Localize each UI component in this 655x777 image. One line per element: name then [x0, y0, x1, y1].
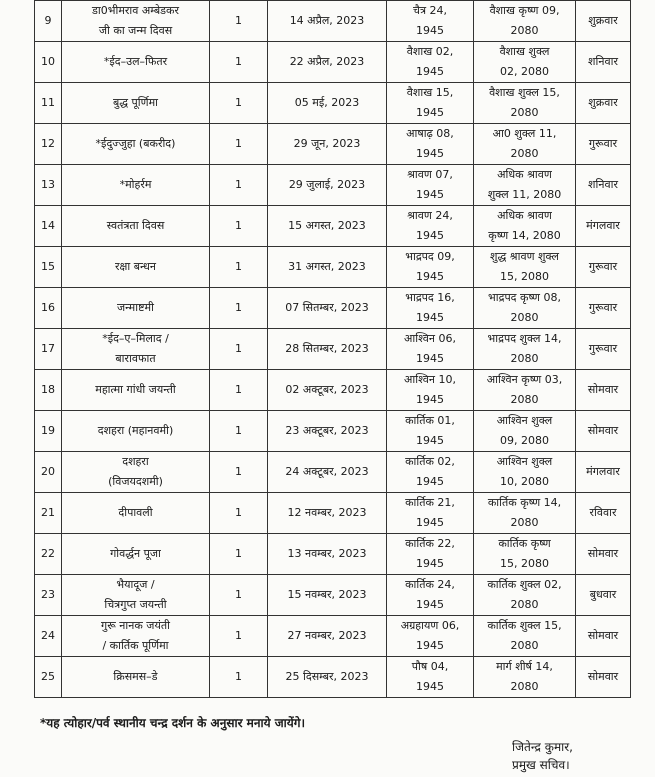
- table-row: [35, 657, 631, 698]
- weekday-cell: गुरूवार: [576, 288, 631, 329]
- saka-date-cell: [387, 124, 474, 165]
- vikram-date-line: आश्विन शुक्ल: [496, 414, 553, 427]
- vikram-date-cell: [474, 411, 576, 452]
- holiday-count-cell: 1: [210, 452, 268, 493]
- vikram-date-cell: [474, 370, 576, 411]
- holiday-count-cell: 1: [210, 370, 268, 411]
- vikram-date-cell: [474, 575, 576, 616]
- table-row: [35, 1, 631, 42]
- table-row: [35, 493, 631, 534]
- holiday-name-cell: [62, 42, 210, 83]
- saka-date-line: 1945: [416, 65, 444, 78]
- holiday-name-cell: [62, 206, 210, 247]
- holiday-name-line: बुद्ध पूर्णिमा: [112, 96, 159, 109]
- weekday-cell: शुक्रवार: [576, 83, 631, 124]
- serial-number-cell: 9: [35, 1, 62, 42]
- holiday-count-cell: 1: [210, 247, 268, 288]
- saka-date-cell: [387, 452, 474, 493]
- holiday-name-line: बारावफात: [115, 352, 156, 365]
- serial-number-cell: 24: [35, 616, 62, 657]
- table-row: [35, 411, 631, 452]
- saka-date-cell: [387, 370, 474, 411]
- weekday-cell: बुधवार: [576, 575, 631, 616]
- saka-date-cell: [387, 657, 474, 698]
- saka-date-line: अग्रहायण 06,: [400, 619, 460, 632]
- holiday-name-cell: [62, 124, 210, 165]
- saka-date-cell: [387, 411, 474, 452]
- vikram-date-line: 15, 2080: [500, 270, 549, 283]
- holiday-name-line: स्वतंत्रता दिवस: [106, 219, 165, 232]
- vikram-date-line: 2080: [510, 516, 539, 529]
- vikram-date-line: वैशाख शुक्ल: [499, 45, 550, 58]
- vikram-date-line: 10, 2080: [500, 475, 549, 488]
- saka-date-line: कार्तिक 24,: [405, 578, 455, 591]
- gregorian-date-cell: 15 नवम्बर, 2023: [268, 575, 387, 616]
- vikram-date-cell: [474, 247, 576, 288]
- serial-number-cell: 13: [35, 165, 62, 206]
- gregorian-date-cell: 27 नवम्बर, 2023: [268, 616, 387, 657]
- vikram-date-line: आश्विन शुक्ल: [496, 455, 553, 468]
- vikram-date-line: कार्तिक शुक्ल 15,: [487, 619, 562, 632]
- holiday-name-line: *मोहर्रम: [119, 178, 152, 191]
- gregorian-date-cell: 24 अक्टूबर, 2023: [268, 452, 387, 493]
- holiday-count-cell: 1: [210, 493, 268, 534]
- saka-date-line: पौष 04,: [411, 660, 449, 673]
- vikram-date-cell: [474, 124, 576, 165]
- vikram-date-line: कार्तिक शुक्ल 02,: [487, 578, 562, 591]
- serial-number-cell: 15: [35, 247, 62, 288]
- holiday-name-cell: [62, 83, 210, 124]
- vikram-date-line: 15, 2080: [500, 557, 549, 570]
- vikram-date-cell: [474, 329, 576, 370]
- saka-date-cell: [387, 616, 474, 657]
- table-row: [35, 370, 631, 411]
- vikram-date-line: 2080: [510, 680, 539, 693]
- holiday-name-line: (विजयदशमी): [108, 475, 163, 488]
- vikram-date-line: अधिक श्रावण: [497, 209, 552, 222]
- serial-number-cell: 18: [35, 370, 62, 411]
- saka-date-line: 1945: [416, 598, 444, 611]
- table-row: [35, 42, 631, 83]
- weekday-cell: गुरूवार: [576, 247, 631, 288]
- saka-date-line: भाद्रपद 16,: [405, 291, 455, 304]
- holiday-name-line: रक्षा बन्धन: [115, 260, 156, 273]
- weekday-cell: मंगलवार: [576, 452, 631, 493]
- signature-block: [512, 738, 573, 774]
- saka-date-cell: [387, 42, 474, 83]
- saka-date-line: वैशाख 15,: [406, 86, 454, 99]
- holiday-name-line: जन्माष्टमी: [117, 301, 154, 314]
- vikram-date-cell: [474, 165, 576, 206]
- weekday-cell: गुरूवार: [576, 124, 631, 165]
- saka-date-line: भाद्रपद 09,: [405, 250, 455, 263]
- vikram-date-line: 2080: [510, 311, 539, 324]
- holiday-table-body: [35, 1, 631, 698]
- saka-date-line: 1945: [416, 311, 444, 324]
- weekday-cell: शनिवार: [576, 42, 631, 83]
- vikram-date-line: कृष्ण 14, 2080: [488, 229, 561, 242]
- saka-date-line: 1945: [416, 434, 444, 447]
- vikram-date-line: आश्विन कृष्ण 03,: [486, 373, 563, 386]
- vikram-date-line: मार्ग शीर्ष 14,: [496, 660, 553, 673]
- weekday-cell: शनिवार: [576, 165, 631, 206]
- holiday-count-cell: 1: [210, 657, 268, 698]
- holiday-name-cell: [62, 165, 210, 206]
- gregorian-date-cell: 31 अगस्त, 2023: [268, 247, 387, 288]
- holiday-name-line: क्रिसमस–डे: [113, 670, 158, 683]
- holiday-table: [34, 0, 631, 698]
- serial-number-cell: 21: [35, 493, 62, 534]
- vikram-date-line: कार्तिक कृष्ण 14,: [487, 496, 562, 509]
- vikram-date-line: 02, 2080: [500, 65, 549, 78]
- weekday-cell: शुक्रवार: [576, 1, 631, 42]
- holiday-count-cell: 1: [210, 329, 268, 370]
- saka-date-line: श्रावण 24,: [407, 209, 453, 222]
- vikram-date-line: कार्तिक कृष्ण: [498, 537, 551, 550]
- saka-date-cell: [387, 1, 474, 42]
- saka-date-line: 1945: [416, 106, 444, 119]
- vikram-date-cell: [474, 1, 576, 42]
- holiday-name-line: *ईद–उल–फितर: [103, 55, 168, 68]
- holiday-name-line: *ईद–ए–मिलाद /: [102, 332, 169, 345]
- holiday-name-line: *ईदुज्जुहा (बकरीद): [95, 137, 176, 150]
- holiday-name-line: दशहरा (महानवमी): [97, 424, 174, 437]
- serial-number-cell: 25: [35, 657, 62, 698]
- saka-date-line: 1945: [416, 639, 444, 652]
- table-row: [35, 288, 631, 329]
- serial-number-cell: 16: [35, 288, 62, 329]
- holiday-count-cell: 1: [210, 534, 268, 575]
- vikram-date-cell: [474, 452, 576, 493]
- holiday-count-cell: 1: [210, 575, 268, 616]
- serial-number-cell: 22: [35, 534, 62, 575]
- holiday-name-line: गुरू नानक जयंती: [101, 619, 170, 632]
- serial-number-cell: 17: [35, 329, 62, 370]
- vikram-date-line: शुक्ल 11, 2080: [487, 188, 562, 201]
- holiday-name-cell: [62, 452, 210, 493]
- holiday-name-cell: [62, 411, 210, 452]
- holiday-count-cell: 1: [210, 288, 268, 329]
- weekday-cell: सोमवार: [576, 534, 631, 575]
- saka-date-line: 1945: [416, 270, 444, 283]
- saka-date-line: 1945: [416, 229, 444, 242]
- table-row: [35, 124, 631, 165]
- footnote: *यह त्योहार/पर्व स्थानीय चन्द्र दर्शन के अनुसार मनाये जायेंगे।: [40, 716, 306, 730]
- vikram-date-cell: [474, 83, 576, 124]
- table-row: [35, 329, 631, 370]
- table-row: [35, 534, 631, 575]
- saka-date-line: कार्तिक 22,: [405, 537, 455, 550]
- saka-date-cell: [387, 83, 474, 124]
- holiday-count-cell: 1: [210, 124, 268, 165]
- vikram-date-line: 2080: [510, 24, 539, 37]
- holiday-name-line: जी का जन्म दिवस: [98, 24, 173, 37]
- holiday-count-cell: 1: [210, 165, 268, 206]
- table-row: [35, 452, 631, 493]
- table-row: [35, 247, 631, 288]
- saka-date-line: आषाढ़ 08,: [406, 127, 454, 140]
- saka-date-line: 1945: [416, 24, 444, 37]
- gregorian-date-cell: 23 अक्टूबर, 2023: [268, 411, 387, 452]
- saka-date-line: आश्विन 06,: [404, 332, 456, 345]
- gregorian-date-cell: 29 जून, 2023: [268, 124, 387, 165]
- saka-date-line: चैत्र 24,: [412, 4, 448, 17]
- holiday-name-line: महात्मा गांधी जयन्ती: [95, 383, 176, 396]
- vikram-date-line: 2080: [510, 393, 539, 406]
- saka-date-line: 1945: [416, 147, 444, 160]
- serial-number-cell: 10: [35, 42, 62, 83]
- vikram-date-line: 09, 2080: [500, 434, 549, 447]
- vikram-date-cell: [474, 42, 576, 83]
- vikram-date-line: 2080: [510, 639, 539, 652]
- table-row: [35, 165, 631, 206]
- holiday-name-line: गोवर्द्धन पूजा: [110, 547, 161, 560]
- table-row: [35, 575, 631, 616]
- gregorian-date-cell: 25 दिसम्बर, 2023: [268, 657, 387, 698]
- holiday-name-line: डा0भीमराव अम्बेडकर: [92, 4, 179, 17]
- vikram-date-line: वैशाख कृष्ण 09,: [489, 4, 560, 17]
- vikram-date-cell: [474, 616, 576, 657]
- vikram-date-line: वैशाख शुक्ल 15,: [489, 86, 560, 99]
- holiday-name-line: दशहरा: [122, 455, 149, 468]
- table-row: [35, 616, 631, 657]
- saka-date-line: श्रावण 07,: [407, 168, 453, 181]
- gregorian-date-cell: 02 अक्टूबर, 2023: [268, 370, 387, 411]
- holiday-count-cell: 1: [210, 411, 268, 452]
- vikram-date-line: 2080: [510, 598, 539, 611]
- holiday-name-line: भैयादूज /: [116, 578, 155, 591]
- table-row: [35, 206, 631, 247]
- holiday-name-cell: [62, 575, 210, 616]
- holiday-name-cell: [62, 657, 210, 698]
- vikram-date-line: 2080: [510, 147, 539, 160]
- serial-number-cell: 19: [35, 411, 62, 452]
- vikram-date-cell: [474, 534, 576, 575]
- gregorian-date-cell: 12 नवम्बर, 2023: [268, 493, 387, 534]
- gregorian-date-cell: 28 सितम्बर, 2023: [268, 329, 387, 370]
- saka-date-line: आश्विन 10,: [404, 373, 456, 386]
- saka-date-line: कार्तिक 01,: [405, 414, 455, 427]
- signatory-designation: प्रमुख सचिव।: [512, 758, 570, 772]
- saka-date-line: 1945: [416, 475, 444, 488]
- vikram-date-line: अधिक श्रावण: [497, 168, 552, 181]
- saka-date-line: 1945: [416, 188, 444, 201]
- weekday-cell: सोमवार: [576, 370, 631, 411]
- serial-number-cell: 11: [35, 83, 62, 124]
- serial-number-cell: 14: [35, 206, 62, 247]
- gregorian-date-cell: 13 नवम्बर, 2023: [268, 534, 387, 575]
- holiday-name-line: / कार्तिक पूर्णिमा: [102, 639, 169, 652]
- holiday-name-cell: [62, 370, 210, 411]
- saka-date-line: कार्तिक 21,: [405, 496, 455, 509]
- serial-number-cell: 12: [35, 124, 62, 165]
- saka-date-line: 1945: [416, 680, 444, 693]
- holiday-name-line: दीपावली: [118, 506, 153, 519]
- weekday-cell: सोमवार: [576, 657, 631, 698]
- vikram-date-cell: [474, 493, 576, 534]
- gregorian-date-cell: 22 अप्रैल, 2023: [268, 42, 387, 83]
- serial-number-cell: 23: [35, 575, 62, 616]
- saka-date-cell: [387, 165, 474, 206]
- holiday-name-cell: [62, 493, 210, 534]
- vikram-date-line: शुद्ध श्रावण शुक्ल: [490, 250, 559, 263]
- vikram-date-line: 2080: [510, 352, 539, 365]
- saka-date-line: वैशाख 02,: [406, 45, 454, 58]
- holiday-count-cell: 1: [210, 42, 268, 83]
- weekday-cell: मंगलवार: [576, 206, 631, 247]
- holiday-name-cell: [62, 1, 210, 42]
- gregorian-date-cell: 15 अगस्त, 2023: [268, 206, 387, 247]
- holiday-count-cell: 1: [210, 616, 268, 657]
- saka-date-cell: [387, 493, 474, 534]
- vikram-date-cell: [474, 206, 576, 247]
- gregorian-date-cell: 07 सितम्बर, 2023: [268, 288, 387, 329]
- vikram-date-cell: [474, 288, 576, 329]
- weekday-cell: सोमवार: [576, 616, 631, 657]
- table-row: [35, 83, 631, 124]
- holiday-count-cell: 1: [210, 83, 268, 124]
- holiday-name-cell: [62, 616, 210, 657]
- vikram-date-cell: [474, 657, 576, 698]
- saka-date-cell: [387, 575, 474, 616]
- holiday-name-cell: [62, 288, 210, 329]
- saka-date-line: 1945: [416, 393, 444, 406]
- saka-date-line: 1945: [416, 352, 444, 365]
- holiday-name-cell: [62, 329, 210, 370]
- weekday-cell: गुरूवार: [576, 329, 631, 370]
- signatory-name: जितेन्द्र कुमार,: [512, 740, 573, 754]
- holiday-count-cell: 1: [210, 1, 268, 42]
- serial-number-cell: 20: [35, 452, 62, 493]
- saka-date-line: कार्तिक 02,: [405, 455, 455, 468]
- vikram-date-line: 2080: [510, 106, 539, 119]
- saka-date-cell: [387, 534, 474, 575]
- saka-date-cell: [387, 206, 474, 247]
- weekday-cell: रविवार: [576, 493, 631, 534]
- vikram-date-line: आ0 शुक्ल 11,: [492, 127, 557, 140]
- holiday-count-cell: 1: [210, 206, 268, 247]
- holiday-name-cell: [62, 534, 210, 575]
- holiday-name-cell: [62, 247, 210, 288]
- saka-date-cell: [387, 329, 474, 370]
- weekday-cell: सोमवार: [576, 411, 631, 452]
- gregorian-date-cell: 14 अप्रैल, 2023: [268, 1, 387, 42]
- gregorian-date-cell: 05 मई, 2023: [268, 83, 387, 124]
- holiday-name-line: चित्रगुप्त जयन्ती: [104, 598, 167, 611]
- vikram-date-line: भाद्रपद कृष्ण 08,: [488, 291, 561, 304]
- saka-date-cell: [387, 288, 474, 329]
- vikram-date-line: भाद्रपद शुक्ल 14,: [487, 332, 562, 345]
- gregorian-date-cell: 29 जुलाई, 2023: [268, 165, 387, 206]
- saka-date-cell: [387, 247, 474, 288]
- saka-date-line: 1945: [416, 516, 444, 529]
- saka-date-line: 1945: [416, 557, 444, 570]
